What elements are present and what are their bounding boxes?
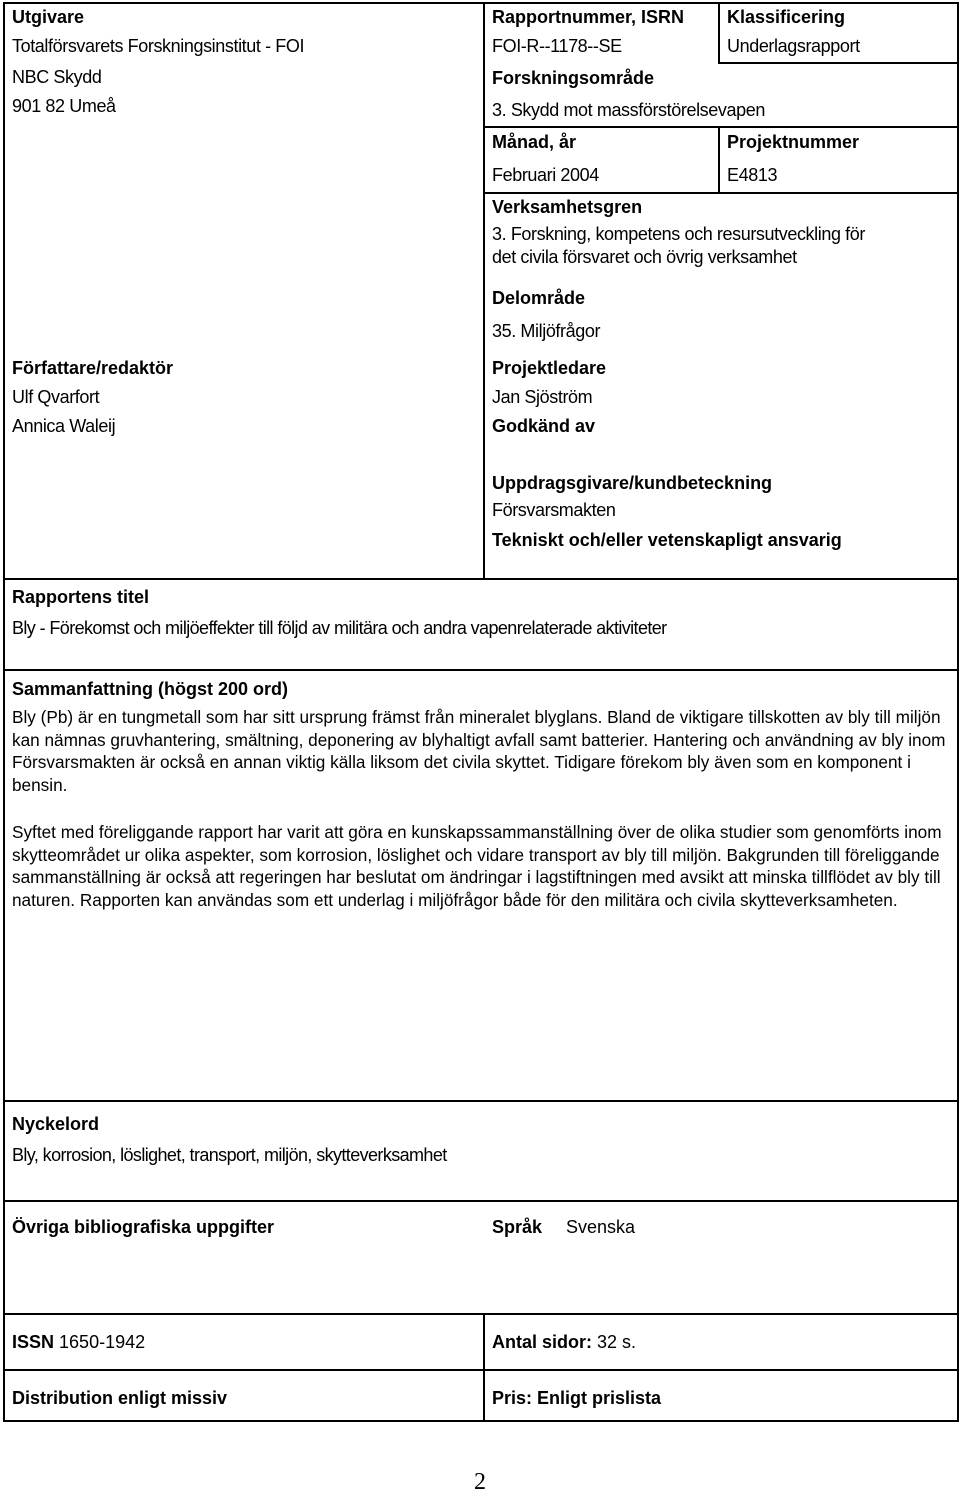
delomrade-label: Delområde — [492, 288, 586, 308]
row-divider — [3, 1200, 959, 1202]
row-divider — [3, 1313, 959, 1315]
rapportnummer-value: FOI-R--1178--SE — [492, 36, 622, 56]
issn-field — [12, 1331, 145, 1353]
godkand-label: Godkänd av — [492, 416, 596, 436]
nyckelord-value: Bly, korrosion, löslighet, transport, miljön, skytteverksamhet — [12, 1145, 447, 1165]
forskningsomrade-label: Forskningsområde — [492, 68, 655, 88]
verksamhetsgren-line: det civila försvaret och övrig verksamhet — [492, 247, 797, 267]
manad-label: Månad, år — [492, 132, 577, 152]
titel-value: Bly - Förekomst och miljöeffekter till följd av militära och andra vapenrelaterade aktiviteter — [12, 618, 667, 638]
uppdragsgivare-value: Försvarsmakten — [492, 500, 616, 520]
sprak-value: Svenska — [566, 1217, 636, 1237]
nyckelord-label: Nyckelord — [12, 1114, 100, 1134]
forfattare-line: Ulf Qvarfort — [12, 387, 100, 407]
utgivare-line: NBC Skydd — [12, 67, 102, 87]
column-divider — [483, 2, 485, 580]
antal-sidor-value: 32 s. — [597, 1332, 637, 1352]
pris-label: Pris: Enligt prislista — [492, 1388, 662, 1408]
sammanfattning-label: Sammanfattning (högst 200 ord) — [12, 679, 289, 699]
antal-sidor-label: Antal sidor: — [492, 1332, 593, 1352]
sammanfattning-paragraph: Bly (Pb) är en tungmetall som har sitt ursprung främst från mineralet blyglans. Bland de viktigare tillskotten av bly till miljön kan nämnas gruvhantering, smältning, deponering av blyhaltigt avfall samt batterier. Hantering och användning av bly inom Försvarsmakten är också en annan viktig källa liksom det civila skyttet. Tidigare förekom bly även som en komponent i bensin. — [12, 707, 946, 795]
row-divider — [3, 669, 959, 671]
delomrade-value: 35. Miljöfrågor — [492, 321, 601, 341]
projektnummer-label: Projektnummer — [727, 132, 860, 152]
row-divider — [3, 578, 959, 580]
column-divider-bottom — [483, 1313, 485, 1422]
utgivare-line: Totalförsvarets Forskningsinstitut - FOI — [12, 36, 305, 56]
row-divider — [718, 62, 959, 64]
projektledare-value: Jan Sjöström — [492, 387, 593, 407]
ansvarig-label: Tekniskt och/eller vetenskapligt ansvarig — [492, 530, 842, 550]
column-divider-top-right — [718, 2, 720, 64]
row-divider — [483, 126, 959, 128]
forfattare-line: Annica Waleij — [12, 416, 116, 436]
antal-sidor-field — [492, 1331, 636, 1353]
sprak-label: Språk — [492, 1217, 543, 1237]
column-divider-projekt — [718, 126, 720, 192]
utgivare-label: Utgivare — [12, 7, 85, 27]
sammanfattning-paragraph: Syftet med föreliggande rapport har varit att göra en kunskapssammanställning över de olika studier som genomförts inom skytteområdet ur olika aspekter, som korrosion, löslighet och vidare transport av bly till miljön. Bakgrunden till föreliggande sammanställning är också att regeringen har beslutat om ändringar i lagstiftningen med avsikt att minska tillflödet av bly till naturen. Rapporten kan användas som ett underlag i miljöfrågor både för den militära och civila skytteverksamheten. — [12, 822, 942, 910]
row-divider — [483, 192, 959, 194]
klassificering-value: Underlagsrapport — [727, 36, 860, 56]
rapportnummer-label: Rapportnummer, ISRN — [492, 7, 685, 27]
verksamhetsgren-label: Verksamhetsgren — [492, 197, 643, 217]
forfattare-label: Författare/redaktör — [12, 358, 174, 378]
titel-label: Rapportens titel — [12, 587, 150, 607]
klassificering-label: Klassificering — [727, 7, 846, 27]
uppdragsgivare-label: Uppdragsgivare/kundbeteckning — [492, 473, 773, 493]
issn-label: ISSN — [12, 1332, 55, 1352]
row-divider — [3, 1100, 959, 1102]
issn-value: 1650-1942 — [59, 1332, 146, 1352]
verksamhetsgren-line: 3. Forskning, kompetens och resursutveckling för — [492, 224, 865, 244]
ovriga-label: Övriga bibliografiska uppgifter — [12, 1217, 275, 1237]
distribution-label: Distribution enligt missiv — [12, 1388, 228, 1408]
projektnummer-value: E4813 — [727, 165, 778, 185]
forskningsomrade-value: 3. Skydd mot massförstörelsevapen — [492, 100, 765, 120]
utgivare-line: 901 82 Umeå — [12, 96, 116, 116]
page-number: 2 — [474, 1469, 486, 1495]
manad-value: Februari 2004 — [492, 165, 599, 185]
row-divider — [3, 1369, 959, 1371]
projektledare-label: Projektledare — [492, 358, 607, 378]
